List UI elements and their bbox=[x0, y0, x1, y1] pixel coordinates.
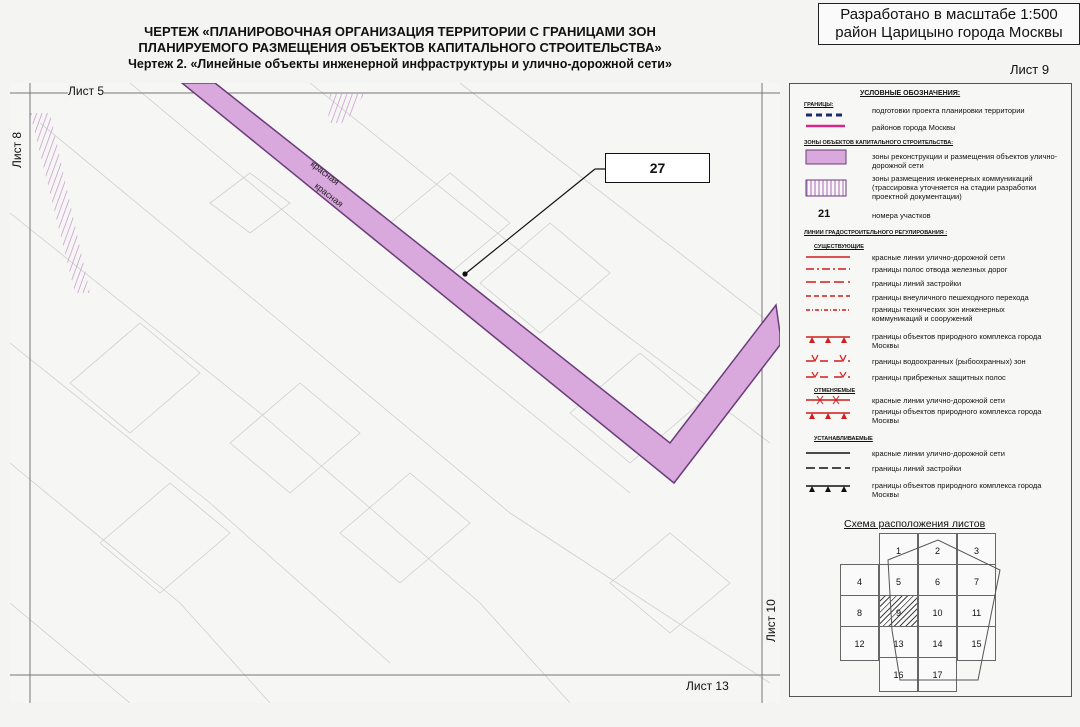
legend-zone-road: зоны реконструкции и размещения объектов улично-дорожной сети bbox=[872, 152, 1058, 170]
legend-ex-water: границы водоохранных (рыбоохранных) зон bbox=[872, 357, 1026, 366]
scheme-cell-8[interactable]: 8 bbox=[840, 595, 879, 630]
street-label-2: красная bbox=[312, 180, 346, 210]
title-line-1: ЧЕРТЕЖ «ПЛАНИРОВОЧНАЯ ОРГАНИЗАЦИЯ ТЕРРИТОРИИ С ГРАНИЦАМИ ЗОН bbox=[144, 24, 656, 39]
legend-border-districts: районов города Москвы bbox=[872, 123, 956, 132]
legend-existing-header: СУЩЕСТВУЮЩИЕ bbox=[814, 244, 864, 250]
legend-plot-number-label: номера участков bbox=[872, 211, 931, 220]
ref-sheet-top[interactable]: Лист 5 bbox=[68, 84, 105, 98]
legend-cancelled-header: ОТМЕНЯЕМЫЕ bbox=[814, 388, 856, 394]
legend-ex-tech-zones: границы технических зон инженерных коммуникаций и сооружений bbox=[872, 305, 1005, 323]
legend-es-red-lines: красные линии улично-дорожной сети bbox=[872, 449, 1005, 458]
scheme-cell-1[interactable]: 1 bbox=[879, 533, 918, 568]
legend-zone-utility: зоны размещения инженерных коммуникаций (трассировка уточняется на стадии разработки проектной документации) bbox=[872, 174, 1037, 201]
legend-borders-header: ГРАНИЦЫ: bbox=[804, 102, 834, 108]
scheme-cell-3[interactable]: 3 bbox=[957, 533, 996, 568]
ex-water-symbol bbox=[806, 355, 850, 361]
scheme-cell-5[interactable]: 5 bbox=[879, 564, 918, 599]
scheme-cell-13[interactable]: 13 bbox=[879, 626, 918, 661]
ref-sheet-left[interactable]: Лист 8 bbox=[10, 131, 24, 168]
street-label-1: красная bbox=[308, 158, 342, 188]
scheme-cell-7[interactable]: 7 bbox=[957, 564, 996, 599]
scheme-cell-15[interactable]: 15 bbox=[957, 626, 996, 661]
legend-ex-building: границы линий застройки bbox=[872, 279, 962, 288]
legend-zones-header: ЗОНЫ ОБЪЕКТОВ КАПИТАЛЬНОГО СТРОИТЕЛЬСТВА: bbox=[804, 140, 954, 146]
scheme-cell-16[interactable]: 16 bbox=[879, 657, 918, 692]
utility-zone-symbol bbox=[806, 180, 846, 196]
legend-ex-pedestrian: границы внеуличного пешеходного перехода bbox=[872, 293, 1029, 302]
ca-nature-symbol bbox=[806, 413, 850, 419]
scheme-cell-2[interactable]: 2 bbox=[918, 533, 957, 568]
ex-nature-symbol bbox=[806, 337, 850, 343]
legend-ex-rail: границы полос отвода железных дорог bbox=[872, 265, 1008, 274]
scheme-cell-14[interactable]: 14 bbox=[918, 626, 957, 661]
scheme-cell-11[interactable]: 11 bbox=[957, 595, 996, 630]
scheme-title: Схема расположения листов bbox=[844, 518, 986, 530]
stamp-district: район Царицыно города Москвы bbox=[835, 24, 1063, 41]
plot-number-callout: 27 bbox=[605, 153, 710, 183]
scheme-cell-17[interactable]: 17 bbox=[918, 657, 957, 692]
road-zone-symbol bbox=[806, 150, 846, 164]
sheet-number: Лист 9 bbox=[1010, 62, 1050, 77]
scheme-cell-10[interactable]: 10 bbox=[918, 595, 957, 630]
ca-red-lines-symbol bbox=[806, 396, 850, 404]
legend-lines-header: ЛИНИИ ГРАДОСТРОИТЕЛЬНОГО РЕГУЛИРОВАНИЯ : bbox=[804, 230, 948, 236]
scale-stamp bbox=[818, 3, 1080, 45]
drawing-title bbox=[80, 24, 720, 72]
legend-ca-nature: границы объектов природного комплекса города Москвы bbox=[872, 407, 1042, 425]
scheme-cell-6[interactable]: 6 bbox=[918, 564, 957, 599]
callout-dot bbox=[462, 271, 467, 276]
legend-ex-red-lines: красные линии улично-дорожной сети bbox=[872, 253, 1005, 262]
es-nature-symbol bbox=[806, 486, 850, 492]
scheme-cell-12[interactable]: 12 bbox=[840, 626, 879, 661]
legend-border-planning: подготовки проекта планировки территории bbox=[872, 106, 1025, 115]
scheme-district-outline bbox=[840, 530, 1010, 700]
ex-coastal-symbol bbox=[806, 372, 850, 377]
title-line-3: Чертеж 2. «Линейные объекты инженерной инфраструктуры и улично-дорожной сети» bbox=[128, 57, 672, 71]
scheme-cell-9-current[interactable]: 9 bbox=[879, 595, 918, 630]
legend-es-building: границы линий застройки bbox=[872, 464, 962, 473]
legend-es-nature: границы объектов природного комплекса города Москвы bbox=[872, 481, 1042, 499]
legend-ca-red-lines: красные линии улично-дорожной сети bbox=[872, 396, 1005, 405]
legend-title: УСЛОВНЫЕ ОБОЗНАЧЕНИЯ: bbox=[860, 90, 961, 97]
title-line-2: ПЛАНИРУЕМОГО РАЗМЕЩЕНИЯ ОБЪЕКТОВ КАПИТАЛЬНОГО СТРОИТЕЛЬСТВА» bbox=[138, 40, 662, 55]
ref-sheet-bottom[interactable]: Лист 13 bbox=[686, 679, 729, 693]
legend-ex-coastal: границы прибрежных защитных полос bbox=[872, 373, 1006, 382]
legend-ex-nature: границы объектов природного комплекса города Москвы bbox=[872, 332, 1042, 350]
legend-plot-number-sample: 21 bbox=[818, 208, 831, 220]
ref-sheet-right[interactable]: Лист 10 bbox=[764, 599, 778, 642]
scheme-cell-4[interactable]: 4 bbox=[840, 564, 879, 599]
stamp-scale: Разработано в масштабе 1:500 bbox=[840, 6, 1058, 23]
legend-established-header: УСТАНАВЛИВАЕМЫЕ bbox=[814, 436, 873, 442]
